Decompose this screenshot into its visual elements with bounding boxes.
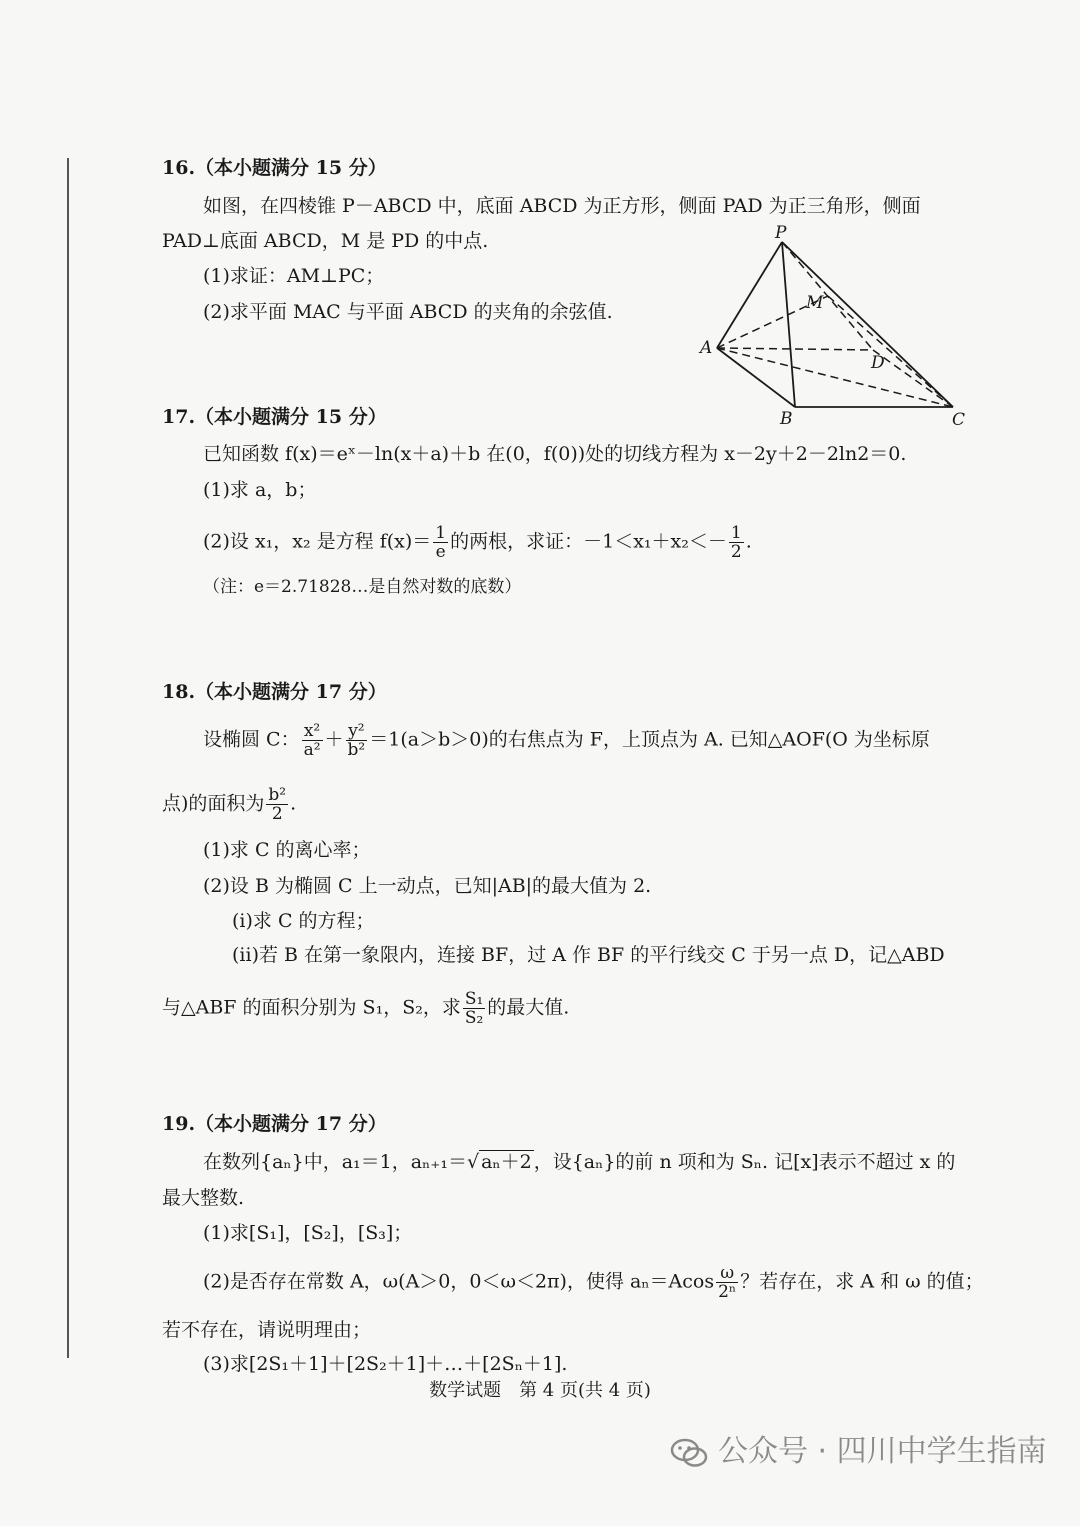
frac-numerator: 1 — [435, 523, 447, 543]
q19-part1: (1)求[S₁]，[S₂]，[S₃]； — [203, 1222, 413, 1244]
q18-part1: (1)求 C 的离心率； — [203, 839, 371, 861]
q19-header: 19.（本小题满分 17 分） — [162, 1113, 387, 1135]
frac-denominator: a² — [303, 740, 321, 760]
pyramid-figure — [695, 222, 980, 432]
q17-note: （注：e＝2.71828…是自然对数的底数） — [203, 577, 522, 597]
q18-stem-line2 — [162, 786, 296, 823]
q18-stem-text-a: 设椭圆 C： — [203, 728, 300, 751]
q18-part2-ii-end: 的最大值. — [487, 996, 570, 1019]
q17-header: 17.（本小题满分 15 分） — [162, 406, 387, 428]
frac-denominator: 2 — [730, 542, 742, 562]
fraction-omega-over-2n — [716, 1264, 738, 1301]
fraction-S1-over-S2 — [463, 990, 485, 1027]
frac-numerator: b² — [268, 785, 287, 805]
q19-stem-text-b: ，设{aₙ}的前 n 项和为 Sₙ. 记[x]表示不超过 x 的 — [533, 1151, 956, 1173]
fraction-x2-over-a2 — [302, 722, 323, 759]
frac-numerator: ω — [716, 1264, 738, 1283]
frac-numerator: S₁ — [464, 989, 484, 1009]
q19-stem-text-a: 在数列{aₙ}中，a₁＝1，aₙ₊₁＝√ — [203, 1151, 480, 1173]
watermark — [670, 1426, 1047, 1470]
vertex-D-label: D — [871, 353, 885, 373]
fraction-1-over-e — [433, 524, 448, 561]
sqrt-radicand: aₙ＋2 — [481, 1151, 532, 1173]
frac-denominator: b² — [347, 740, 366, 760]
q19-stem-line1 — [203, 1150, 955, 1174]
q16-stem-line1: 如图，在四棱锥 P－ABCD 中，底面 ABCD 为正方形，侧面 PAD 为正三角形，侧面 — [203, 195, 921, 217]
q19-part2 — [203, 1264, 984, 1301]
q17-part2-end: . — [745, 530, 752, 553]
q19-part3: (3)求[2S₁＋1]＋[2S₂＋1]＋…＋[2Sₙ＋1]. — [203, 1353, 568, 1375]
watermark-text: 公众号 · 四川中学生指南 — [718, 1434, 1047, 1469]
q18-part2-ii: (ii)若 B 在第一象限内，连接 BF，过 A 作 BF 的平行线交 C 于另一点 D，记△ABD — [232, 944, 945, 966]
q19-part2-text-a: (2)是否存在常数 A，ω(A＞0，0＜ω＜2π)，使得 aₙ＝Acos — [203, 1270, 715, 1293]
q18-stem-line1 — [203, 722, 930, 759]
q18-header: 18.（本小题满分 17 分） — [162, 681, 387, 703]
q16-header: 16.（本小题满分 15 分） — [162, 157, 387, 179]
q19-stem-line2: 最大整数. — [162, 1187, 245, 1209]
frac-denominator: 2ⁿ — [718, 1282, 737, 1302]
frac-denominator: e — [435, 542, 446, 562]
q19-part2-text-b: ？若存在，求 A 和 ω 的值； — [740, 1270, 984, 1293]
q18-part2-ii-cont — [162, 990, 569, 1027]
q18-stem-text-b: ＝1(a＞b＞0)的右焦点为 F，上顶点为 A. 已知△AOF(O 为坐标原 — [369, 728, 930, 751]
frac-numerator: y² — [346, 722, 368, 741]
frac-numerator: x² — [302, 722, 323, 741]
frac-denominator: 2 — [271, 804, 283, 824]
point-M-label: M — [806, 293, 824, 313]
q17-stem: 已知函数 f(x)＝eˣ－ln(x＋a)＋b 在(0，f(0))处的切线方程为 x－2y＋2－2ln2＝0. — [203, 443, 907, 465]
fraction-b2-over-2 — [266, 786, 288, 823]
vertex-A-label: A — [700, 338, 713, 358]
wechat-icon — [670, 1438, 708, 1468]
q16-stem-line2: PAD⊥底面 ABCD，M 是 PD 的中点. — [162, 230, 489, 252]
vertex-C-label: C — [952, 410, 966, 430]
margin-rule — [67, 158, 69, 1358]
q17-part1: (1)求 a，b； — [203, 479, 317, 501]
q18-stem-text-c: 点)的面积为 — [162, 792, 265, 815]
q18-part2-i: (i)求 C 的方程； — [232, 910, 375, 932]
frac-denominator: S₂ — [464, 1008, 484, 1028]
page-footer: 数学试题 第 4 页(共 4 页) — [429, 1380, 651, 1401]
q16-part1: (1)求证：AM⊥PC； — [203, 265, 385, 287]
vertex-P-label: P — [775, 223, 787, 243]
fraction-1-over-2 — [729, 524, 744, 561]
vertex-B-label: B — [780, 409, 793, 429]
plus-sign: ＋ — [324, 728, 344, 751]
fraction-y2-over-b2 — [346, 722, 368, 759]
q17-part2 — [203, 524, 752, 561]
q18-part2: (2)设 B 为椭圆 C 上一动点，已知|AB|的最大值为 2. — [203, 875, 652, 897]
q16-part2: (2)求平面 MAC 与平面 ABCD 的夹角的余弦值. — [203, 301, 613, 323]
q18-part2-ii-text: 与△ABF 的面积分别为 S₁，S₂，求 — [162, 996, 461, 1019]
q17-part2-text-b: 的两根，求证：－1＜x₁＋x₂＜－ — [450, 530, 727, 553]
q17-part2-text-a: (2)设 x₁，x₂ 是方程 f(x)＝ — [203, 530, 432, 553]
frac-numerator: 1 — [730, 523, 742, 543]
q19-part2-cont: 若不存在，请说明理由； — [162, 1319, 372, 1341]
q18-stem-end: . — [290, 792, 297, 815]
